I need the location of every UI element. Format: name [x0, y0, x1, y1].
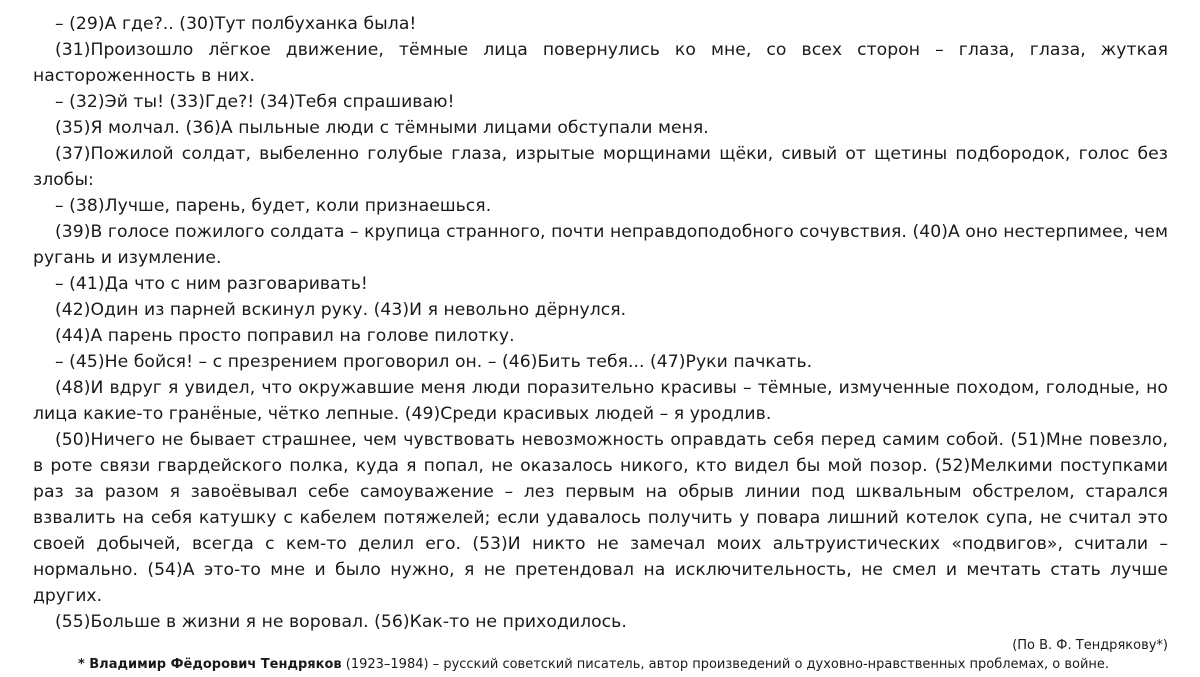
paragraph-1: – (29)А где?.. (30)Тут полбуханка была!: [55, 14, 417, 34]
paragraph-14: (55)Больше в жизни я не воровал. (56)Как-то не приходилось.: [55, 612, 627, 632]
paragraph-5: (37)Пожилой солдат, выбеленно голубые глаза, изрытые морщинами щёки, сивый от щетины подбородок, голос без злобы:: [33, 144, 1168, 190]
paragraph-10: (44)А парень просто поправил на голове пилотку.: [55, 326, 515, 346]
paragraph-12: (48)И вдруг я увидел, что окружавшие меня люди поразительно красивы – тёмные, измученные походом, голодные, но лица какие-то гранёные, чётко лепные. (49)Среди красивых людей – я уродлив.: [33, 378, 1168, 424]
paragraph-13: (50)Ничего не бывает страшнее, чем чувствовать невозможность оправдать себя перед самим собой. (51)Мне повезло, в роте связи гвардейского полка, куда я попал, не оказалось никого, кто видел бы мой позор. (52)Мелкими поступками раз за разом я завоёвывал себе самоуважение – лез первым на обрыв линии под шквальным обстрелом, старался взвалить на себя катушку с кабелем потяжелей; если удавалось получить у повара лишний котелок супа, не считал это своей добычей, всегда с кем-то делил его. (53)И никто не замечал моих альтруистических «подвигов», считали – нормально. (54)А это-то мне и было нужно, я не претендовал на исключительность, не смел и мечтать стать лучше других.: [33, 430, 1168, 606]
paragraph-2: (31)Произошло лёгкое движение, тёмные лица повернулись ко мне, со всех сторон – глаза, глаза, жуткая настороженность в них.: [33, 40, 1168, 86]
paragraph-8: – (41)Да что с ним разговаривать!: [55, 274, 368, 294]
paragraph-9: (42)Один из парней вскинул руку. (43)И я невольно дёрнулся.: [55, 300, 627, 320]
paragraph-7: (39)В голосе пожилого солдата – крупица странного, почти неправдоподобного сочувствия. (40)А оно нестерпимее, чем ругань и изумление.: [33, 222, 1168, 268]
document-body: [33, 11, 1168, 673]
paragraph-6: – (38)Лучше, парень, будет, коли признаешься.: [55, 196, 492, 216]
footnote-description: (1923–1984) – русский советский писатель, автор произведений о духовно-нравственных проблемах, о войне.: [341, 657, 1110, 672]
paragraph-4: (35)Я молчал. (36)А пыльные люди с тёмными лицами обступали меня.: [55, 118, 709, 138]
paragraph-11: – (45)Не бойся! – с презрением проговорил он. – (46)Бить тебя... (47)Руки пачкать.: [55, 352, 813, 372]
paragraph-3: – (32)Эй ты! (33)Где?! (34)Тебя спрашиваю!: [55, 92, 455, 112]
author-footnote: [33, 656, 1168, 673]
footnote-author-name: * Владимир Фёдорович Тендряков: [77, 657, 342, 672]
source-attribution: (По В. Ф. Тендрякову*): [1012, 638, 1168, 653]
